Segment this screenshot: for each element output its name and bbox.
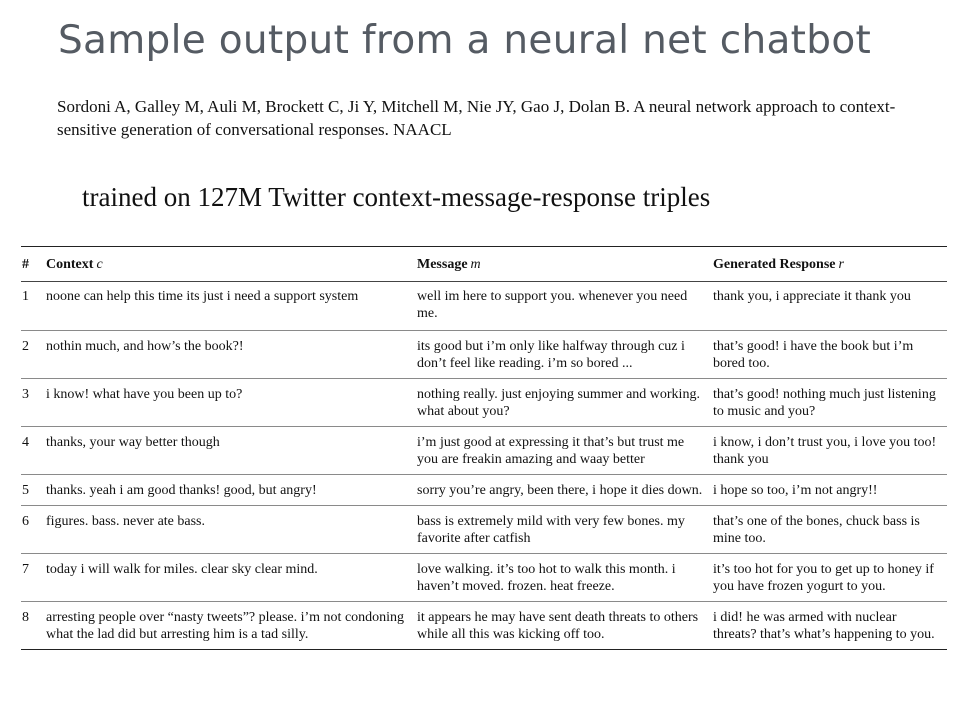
header-context bbox=[46, 247, 417, 282]
context-cell: thanks, your way better though bbox=[46, 427, 417, 475]
context-cell: noone can help this time its just i need a support system bbox=[46, 282, 417, 331]
header-response-var: r bbox=[838, 256, 844, 272]
context-cell: today i will walk for miles. clear sky clear mind. bbox=[46, 554, 417, 602]
response-cell: i hope so too, i’m not angry!! bbox=[713, 475, 947, 506]
table-row bbox=[21, 282, 947, 331]
row-number: 1 bbox=[21, 282, 46, 331]
message-cell: it appears he may have sent death threats to others while all this was kicking off too. bbox=[417, 610, 699, 642]
table-row bbox=[21, 554, 947, 602]
citation: Sordoni A, Galley M, Auli M, Brockett C, Ji Y, Mitchell M, Nie JY, Gao J, Dolan B. A neural network approach to context-sensitive generation of conversational responses. NAACL bbox=[57, 97, 896, 139]
message-cell: well im here to support you. whenever you need me. bbox=[417, 282, 713, 331]
table-row bbox=[21, 506, 947, 554]
header-number bbox=[21, 247, 46, 282]
header-message-var: m bbox=[470, 256, 481, 272]
table-header-row bbox=[21, 247, 947, 282]
context-cell: figures. bass. never ate bass. bbox=[46, 506, 417, 554]
row-number: 4 bbox=[21, 427, 46, 475]
table-row bbox=[21, 331, 947, 379]
header-number-label: # bbox=[22, 256, 29, 272]
message-cell: sorry you’re angry, been there, i hope it dies down. bbox=[417, 475, 713, 506]
row-number: 7 bbox=[21, 554, 46, 602]
message-cell: its good but i’m only like halfway through cuz i don’t feel like reading. i’m so bored ... bbox=[417, 331, 713, 379]
row-number: 5 bbox=[21, 475, 46, 506]
response-cell: that’s good! i have the book but i’m bored too. bbox=[713, 331, 947, 379]
table-row bbox=[21, 602, 947, 650]
response-cell: i did! he was armed with nuclear threats? that’s what’s happening to you. bbox=[713, 610, 935, 642]
header-response-label: Generated Response bbox=[713, 256, 836, 272]
context-cell: thanks. yeah i am good thanks! good, but angry! bbox=[46, 475, 417, 506]
row-number: 3 bbox=[21, 379, 46, 427]
row-number: 8 bbox=[22, 610, 29, 625]
context-cell: nothin much, and how’s the book?! bbox=[46, 331, 417, 379]
table-row bbox=[21, 475, 947, 506]
header-message bbox=[417, 247, 713, 282]
header-context-label: Context bbox=[46, 256, 94, 272]
row-number: 6 bbox=[21, 506, 46, 554]
response-cell: it’s too hot for you to get up to honey if you have frozen yogurt to you. bbox=[713, 554, 947, 602]
header-context-var: c bbox=[96, 256, 103, 272]
row-number: 2 bbox=[21, 331, 46, 379]
table-row bbox=[21, 379, 947, 427]
response-cell: that’s one of the bones, chuck bass is mine too. bbox=[713, 506, 947, 554]
slide-subtitle: trained on 127M Twitter context-message-response triples bbox=[82, 182, 711, 212]
sample-output-table-container bbox=[21, 246, 947, 650]
message-cell: bass is extremely mild with very few bones. my favorite after catfish bbox=[417, 506, 713, 554]
message-cell: i’m just good at expressing it that’s but trust me you are freakin amazing and waay better bbox=[417, 427, 713, 475]
sample-output-table bbox=[21, 247, 947, 649]
response-cell: i know, i don’t trust you, i love you too! thank you bbox=[713, 427, 947, 475]
response-cell: thank you, i appreciate it thank you bbox=[713, 282, 947, 331]
message-cell: nothing really. just enjoying summer and working. what about you? bbox=[417, 379, 713, 427]
context-cell: i know! what have you been up to? bbox=[46, 379, 417, 427]
context-cell: arresting people over “nasty tweets”? please. i’m not condoning what the lad did but arresting him is a tad silly. bbox=[46, 610, 405, 642]
message-cell: love walking. it’s too hot to walk this month. i haven’t moved. frozen. heat freeze. bbox=[417, 554, 713, 602]
response-cell: that’s good! nothing much just listening to music and you? bbox=[713, 379, 947, 427]
header-message-label: Message bbox=[417, 256, 468, 272]
slide-title: Sample output from a neural net chatbot bbox=[58, 18, 872, 63]
table-row bbox=[21, 427, 947, 475]
header-response bbox=[713, 247, 947, 282]
